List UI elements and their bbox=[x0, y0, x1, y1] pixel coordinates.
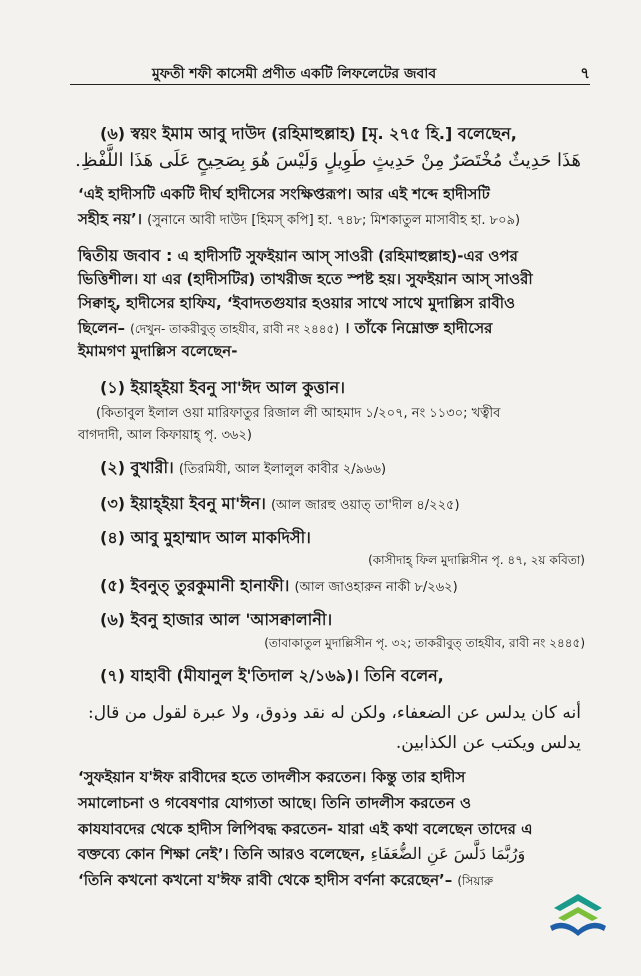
reference: বাগদাদী, আল কিফায়াহ্ পৃ. ৩৬২) bbox=[78, 428, 252, 443]
section-heading: দ্বিতীয় জবাব : bbox=[78, 246, 173, 265]
reference: (দেখুন- তাকরীবুত্ তাহযীব, রাবী নং ২৪৪৫) bbox=[130, 322, 340, 336]
text-line: ভিত্তিশীল। যা এর (হাদীসটির) তাখরীজ হতে স্পষ্ট হয়। সুফইয়ান আস্ সাওরী bbox=[78, 270, 533, 288]
text-line bbox=[78, 246, 518, 265]
text-span: বক্তব্যে কোন শিক্ষা নেই’। তিনি আরও বলেছেন, bbox=[78, 845, 366, 863]
list-item bbox=[100, 576, 458, 596]
page-header bbox=[70, 62, 590, 85]
list-item bbox=[100, 494, 460, 514]
publisher-logo-icon bbox=[546, 888, 610, 944]
list-item bbox=[100, 458, 386, 478]
reference: (আল জারহু ওয়াত্ তা'দীল ৪/২২৫) bbox=[270, 498, 460, 513]
reference: (তিরমিযী, আল ইলালুল কাবীর ২/৯৬৬) bbox=[178, 462, 387, 477]
arabic-inline: وَرُبَّمَا دَلَّسَ عَنِ الضُّعَفَاءِ bbox=[370, 844, 526, 863]
text-span: ‘তিনি কখনো কখনো য'ঈফ রাবী থেকে হাদীস বর্ণনা করেছেন’– bbox=[78, 871, 453, 889]
reference: (কাসীদাহ্ ফিল মুদাল্লিসীন পৃ. ৪৭, ২য় কবিতা) bbox=[368, 553, 585, 567]
text-line bbox=[78, 844, 525, 863]
text-span: সহীহ নয়’। bbox=[78, 210, 143, 228]
text-line bbox=[78, 209, 520, 229]
page-number: ৭ bbox=[580, 64, 590, 82]
text-line: ইমামগণ মুদাল্লিস বলেছেন- bbox=[78, 342, 238, 360]
list-item: (৬) ইবনু হাজার আল 'আসক্বালানী। bbox=[100, 610, 333, 629]
reference: (আল জাওহারুন নাকী ৮/২৬২) bbox=[294, 580, 458, 595]
text-span: (৫) ইবনুত্ তুরকুমানী হানাফী। bbox=[100, 576, 290, 595]
list-item: (৭) যাহাবী (মীযানুল ই'তিদাল ২/১৬৯)। তিনি বলেন, bbox=[100, 666, 444, 685]
text-span: (২) বুখারী। bbox=[100, 458, 174, 477]
list-item: (৪) আবু মুহাম্মাদ আল মাকদিসী। bbox=[100, 528, 311, 547]
text-line bbox=[78, 318, 492, 337]
reference: (সুনানে আবী দাউদ [হিমস্ কপি] হা. ৭৪৮; মিশকাতুল মাসাবীহ হা. ৮০৯) bbox=[147, 213, 521, 228]
logo-bottom-wave bbox=[550, 923, 606, 936]
reference: (কিতাবুল ইলাল ওয়া মারিফাতুর রিজাল লী আহমাদ ১/২০৭, নং ১১৩০; খত্বীব bbox=[96, 406, 501, 421]
text-span: এ হাদীসটি সুফইয়ান আস্ সাওরী (রহিমাহুল্লাহ)-এর ওপর bbox=[177, 247, 518, 265]
text-line bbox=[78, 870, 493, 889]
text-line: (৬) স্বয়ং ইমাম আবু দাউদ (রহিমাহুল্লাহ) [মৃ. ২৭৫ হি.] বলেছেন, bbox=[100, 124, 517, 143]
arabic-quote: يدلس ويكتب عن الكذابين. bbox=[395, 733, 581, 753]
logo-middle-chevron bbox=[558, 907, 598, 921]
arabic-quote: هَذَا حَدِيثٌ مُخْتَصَرٌ مِنْ حَدِيثٍ طَوِيلٍ وَلَيْسَ هُوَ بِصَحِيحٍ عَلَى هَذَا اللَّفْظِ. bbox=[75, 150, 581, 171]
reference: (সিয়ারু bbox=[457, 874, 494, 888]
arabic-quote: أنه كان يدلس عن الضعفاء، ولكن له نقد وذوق، ولا عبرة لقول من قال: bbox=[87, 703, 581, 723]
text-span: ছিলেন– bbox=[78, 319, 126, 337]
text-line: সমালোচনা ও গবেষণার যোগ্যতা আছে। তিনি তাদলীস করতেন ও bbox=[78, 794, 472, 812]
list-item: (১) ইয়াহ্ইয়া ইবনু সা'ঈদ আল কুত্তান। bbox=[100, 378, 345, 397]
text-line: ‘এই হাদীসটি একটি দীর্ঘ হাদীসের সংক্ষিপ্তরূপ। আর এই শব্দে হাদীসটি bbox=[78, 185, 490, 203]
text-span: (৩) ইয়াহ্ইয়া ইবনু মা'ঈন। bbox=[100, 494, 266, 513]
text-line: ‘সুফইয়ান য'ঈফ রাবীদের হতে তাদলীস করতেন। কিন্তু তার হাদীস bbox=[78, 768, 466, 786]
reference: (তাবাকাতুল মুদাল্লিসীন পৃ. ৩২; তাকরীবুত্ তাহযীব, রাবী নং ২৪৪৫) bbox=[264, 636, 585, 650]
text-line: কাযযাবদের থেকে হাদীস লিপিবদ্ধ করতেন- যারা এই কথা বলেছেন তাদের এ bbox=[78, 820, 533, 838]
text-span: । তাঁকে নিম্নোক্ত হাদীসের bbox=[344, 319, 493, 337]
header-title: মুফতী শফী কাসেমী প্রণীত একটি লিফলেটের জবাব bbox=[152, 66, 437, 82]
text-line: সিক্বাহ্, হাদীসের হাফিয, ‘ইবাদতগুযার হওয়ার সাথে সাথে মুদাল্লিস রাবীও bbox=[78, 294, 516, 312]
